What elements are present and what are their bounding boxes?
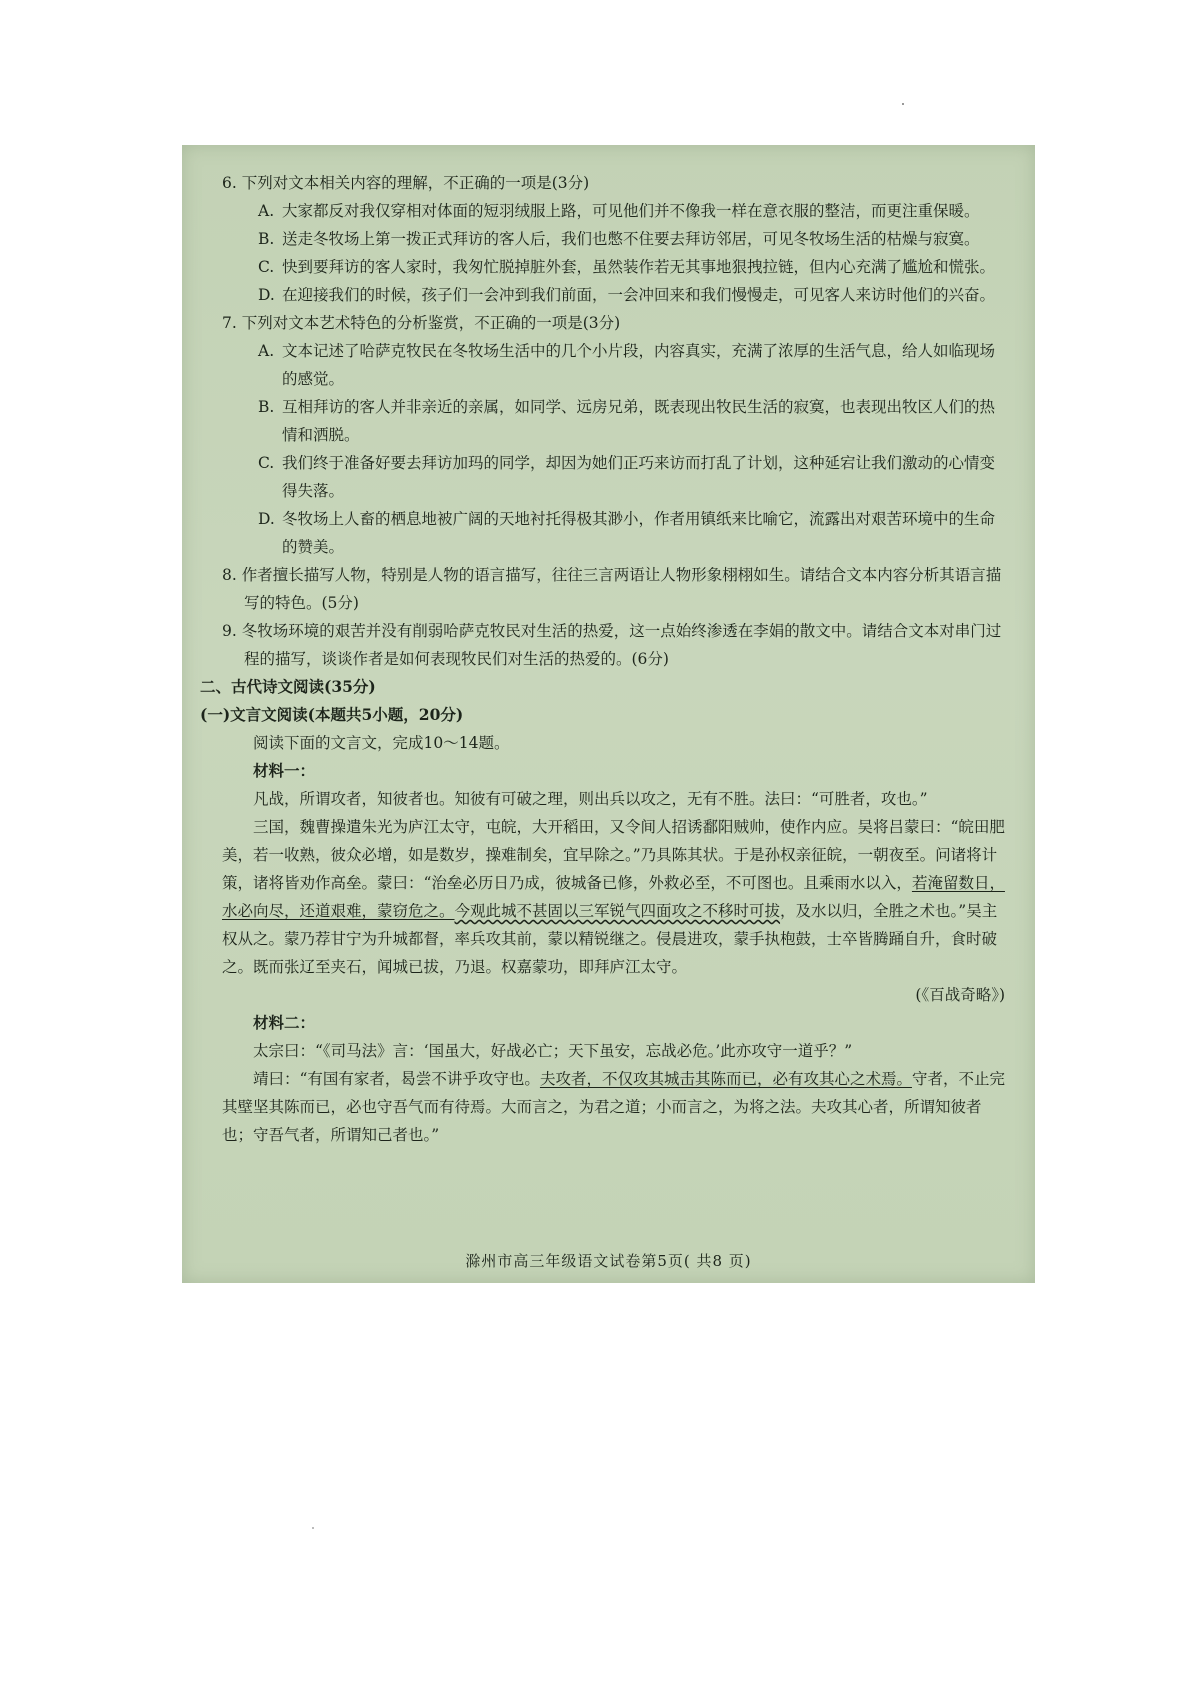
material-2-label: 材料二： [253, 1013, 316, 1032]
material-1-source: (《百战奇略》) [915, 986, 1005, 1004]
material-2-para-1: 太宗曰：“《司马法》言：‘国虽大，好战必亡；天下虽安，忘战必危。’此亦攻守一道乎？” [253, 1042, 853, 1060]
underlined-sentence: 夫攻者，不仅攻其城击其陈而已，必有攻其心之术焉。 [539, 1070, 912, 1088]
q6-option-c: C. 快到要拜访的客人家时，我匆忙脱掉脏外套，虽然装作若无其事地狠拽拉链，但内心充满了尴尬和慌张。 [258, 258, 996, 276]
q7-option-c: C. 我们终于准备好要去拜访加玛的同学，却因为她们正巧来访而打乱了计划，这种延宕让我们激动的心情变得失落。 [258, 454, 996, 500]
q7-option-a: A. 文本记述了哈萨克牧民在冬牧场生活中的几个小片段，内容真实，充满了浓厚的生活气息，给人如临现场的感觉。 [258, 342, 996, 388]
question-8: 8. 作者擅长描写人物，特别是人物的语言描写，往往三言两语让人物形象栩栩如生。请结合文本内容分析其语言描写的特色。(5分) [222, 566, 1002, 612]
page-footer: 滁州市高三年级语文试卷第5页( 共8 页) [465, 1252, 752, 1270]
q6-option-d: D. 在迎接我们的时候，孩子们一会冲到我们前面，一会冲回来和我们慢慢走，可见客人来访时他们的兴奋。 [258, 286, 996, 304]
scan-speck [902, 103, 904, 105]
material-1-para-1: 凡战，所谓攻者，知彼者也。知彼有可破之理，则出兵以攻之，无有不胜。法曰：“可胜者，攻也。” [253, 790, 928, 808]
subsection-1-heading: (一)文言文阅读(本题共5小题，20分) [200, 705, 464, 724]
question-6-stem: 6. 下列对文本相关内容的理解，不正确的一项是(3分) [222, 174, 590, 192]
section-2-heading: 二、古代诗文阅读(35分) [200, 677, 376, 696]
q7-option-b: B. 互相拜访的客人并非亲近的亲属，如同学、远房兄弟，既表现出牧民生活的寂寞，也表现出牧区人们的热情和洒脱。 [258, 398, 996, 444]
underlined-sentence: 若淹留数日，水必向尽，还道艰难，蒙窃危之。 [222, 874, 1005, 920]
q6-option-a: A. 大家都反对我仅穿相对体面的短羽绒服上路，可见他们并不像我一样在意衣服的整洁，而更注重保暖。 [258, 202, 980, 220]
material-1-para-2: 三国，魏曹操遣朱光为庐江太守，屯皖，大开稻田，又令间人招诱鄱阳贼帅，使作内应。吴将吕蒙曰：“皖田肥美，若一收熟，彼众必增，如是数岁，操难制矣，宜早除之。”乃具陈其状。于是孙权亲征皖，一朝夜至。问诸将计策，诸将皆劝作高垒。蒙曰：“治垒必历日乃成，彼城备已修，外救必至，不可图也。且乘雨水以入，若淹留数日，水必向尽，还道艰难，蒙窃危之。今观此城不甚固以三军锐气四面攻之不移时可拔，及水以归，全胜之术也。”吴主权从之。蒙乃荐甘宁为升城都督，率兵攻其前，蒙以精锐继之。侵晨进攻，蒙手执枹鼓，士卒皆腾踊自升，食时破之。既而张辽至夹石，闻城已拔，乃退。权嘉蒙功，即拜庐江太守。 [222, 818, 1005, 976]
q7-option-d: D. 冬牧场上人畜的栖息地被广阔的天地衬托得极其渺小，作者用镇纸来比喻它，流露出对艰苦环境中的生命的赞美。 [258, 510, 996, 556]
scan-speck [312, 1527, 314, 1529]
question-7-stem: 7. 下列对文本艺术特色的分析鉴赏，不正确的一项是(3分) [222, 314, 621, 332]
material-1-label: 材料一： [253, 761, 316, 780]
question-9: 9. 冬牧场环境的艰苦并没有削弱哈萨克牧民对生活的热爱，这一点始终渗透在李娟的散文中。请结合文本对串门过程的描写，谈谈作者是如何表现牧民们对生活的热爱的。(6分) [222, 622, 1002, 668]
material-2-para-2: 靖曰：“有国有家者，曷尝不讲乎攻守也。夫攻者，不仅攻其城击其陈而已，必有攻其心之术焉。守者，不止完其壁坚其陈而已，必也守吾气而有待焉。大而言之，为君之道；小而言之，为将之法。夫攻其心者，所谓知彼者也；守吾气者，所谓知己者也。” [222, 1070, 1005, 1144]
q6-option-b: B. 送走冬牧场上第一拨正式拜访的客人后，我们也憋不住要去拜访邻居，可见冬牧场生活的枯燥与寂寞。 [258, 230, 980, 248]
wavy-underlined-sentence: 今观此城不甚固以三军锐气四面攻之不移时可拔 [454, 902, 781, 920]
reading-instruction: 阅读下面的文言文，完成10～14题。 [253, 734, 510, 752]
exam-page-scan [182, 145, 1035, 1283]
